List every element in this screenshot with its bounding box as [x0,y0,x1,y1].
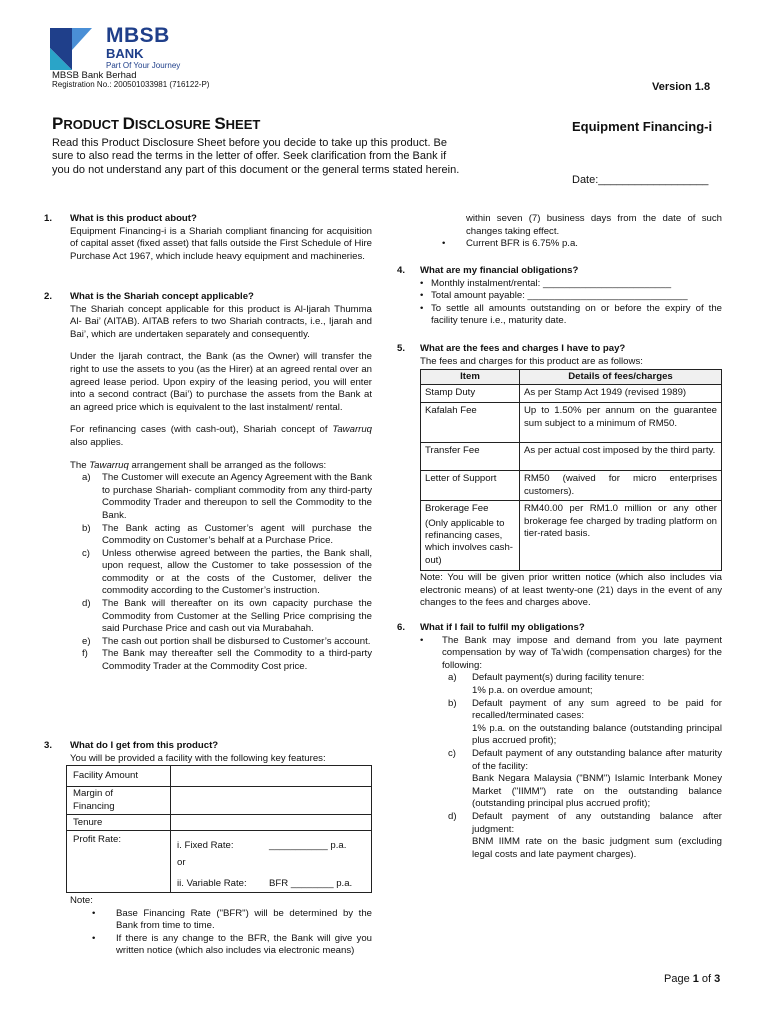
compensation-rate: 1% p.a. on overdue amount; [472,684,593,696]
tawarruq-step [82,523,372,548]
section-5 [420,343,722,368]
title-initial-s: S [214,114,226,133]
company-name: MBSB Bank Berhad [52,70,137,81]
compensation-rate: BNM IIMM rate on the basic judgment sum (excluding legal costs and late payment charges). [472,836,722,860]
section-4 [420,265,722,328]
tenure-label: Tenure [73,817,103,828]
variable-rate-label: ii. Variable Rate: [177,878,247,889]
facility-amount-label: Facility Amount [73,770,139,781]
tawarruq-step-text: The Bank may thereafter sell the Commodity to a third-party Commodity Trader at the Commodity Cost price. [102,648,372,673]
obligation-item [420,290,722,303]
compensation-item [448,672,722,697]
fees-table-header [421,370,722,385]
note-item-text: Base Financing Rate ("BFR") will be determined by the Bank from time to time. [116,907,372,932]
section-6-intro-item [420,635,722,673]
section-2-para-4-c: arrangement shall be arranged as the follows: [128,459,327,471]
title-part-3: HEET [225,117,261,132]
section-6-intro: The Bank may impose and demand from you late payment compensation by way of Ta’widh (compensation charges) for the following: [442,634,722,671]
section-6 [420,622,722,861]
compensation-rate: Bank Negara Malaysia ("BNM") Islamic Interbank Money Market ("IIMM") rate on the outstanding balance (outstanding principal plus accrued profit); [472,773,722,810]
tawarruq-step [82,648,372,673]
compensation-condition: Default payment of any outstanding balance after maturity of the facility: [472,747,722,772]
compensation-marker: a) [448,672,457,684]
bank-tagline: Part Of Your Journey [106,61,181,70]
tawarruq-step [82,548,372,598]
product-name: Equipment Financing-i [572,119,713,134]
bank-word: BANK [106,46,144,61]
section-2-para-4-a: The [70,459,90,471]
tawarruq-step-marker: b) [82,522,91,534]
section-3-question: What do I get from this product? [70,740,219,751]
obligation-text: Total amount payable: ______________________________ [431,290,688,302]
title-initial-p: P [52,114,64,133]
section-1-question: What is this product about? [70,213,197,224]
title-initial-d: D [122,114,135,133]
compensation-condition: Default payment of any outstanding balance after judgment: [472,810,722,835]
tawarruq-step-marker: c) [82,547,90,559]
tawarruq-step-text: The Bank will thereafter on its own capacity purchase the Commodity from Customer at the Selling Price comprising the said Purchase Price and cash out via Murabahah. [102,598,372,635]
fee-item-name: Brokerage Fee [425,503,489,515]
fees-table [420,369,722,571]
section-5-answer: The fees and charges for this product are as follows: [420,355,643,367]
rate-or-label: or [177,857,186,868]
fee-detail: RM50 (waived for micro enterprises customers). [520,471,722,501]
section-4-number: 4. [397,265,406,276]
page-current: 1 [692,973,699,985]
compensation-rate: 1% p.a. on the outstanding balance (outstanding principal plus accrued profit); [472,722,722,747]
section-2-number: 2. [44,291,53,302]
section-6-number: 6. [397,622,406,633]
fees-col-detail: Details of fees/charges [520,370,722,385]
current-bfr-text: Current BFR is 6.75% p.a. [466,238,578,250]
tawarruq-step-marker: d) [82,598,91,610]
table-row [421,403,722,443]
fee-detail: RM40.00 per RM1.0 million or any other brokerage fee charged by trading platform on tier-rated basis. [520,501,722,571]
compensation-marker: b) [448,697,457,709]
section-3-note-list [92,908,372,958]
fee-item-note: (Only applicable to refinancing cases, which involves cash-out) [425,517,513,566]
fees-col-item: Item [421,370,520,385]
section-3 [70,740,372,765]
obligations-list [420,278,722,328]
section-3-number: 3. [44,740,53,751]
title-part-2: ISCLOSURE [134,117,215,132]
fee-item [421,501,520,571]
margin-of-financing-label: Margin of Financing [73,788,115,812]
variable-rate-value[interactable]: BFR ________ p.a. [269,878,353,889]
section-2-para-3 [70,424,372,449]
bfr-notice-continued: within seven (7) business days from the date of such changes taking effect. [466,213,722,237]
page-total: 3 [714,973,721,985]
section-5-number: 5. [397,343,406,354]
compensation-marker: c) [448,747,456,759]
fee-detail: As per actual cost imposed by the third party. [520,443,722,471]
fixed-rate-label: i. Fixed Rate: [177,840,234,851]
bank-logo-mark [50,22,94,70]
page-title [52,114,260,134]
compensation-marker: d) [448,810,457,822]
section-4-question: What are my financial obligations? [420,265,579,276]
note-item-text: If there is any change to the BFR, the Bank will give you written notice (which also includes via electronic means) [116,932,372,957]
compensation-item [448,698,722,748]
section-5-question: What are the fees and charges I have to pay? [420,343,626,354]
tawarruq-steps [82,472,372,674]
title-part-1: RODUCT [63,117,123,132]
obligation-item [420,278,722,291]
page-number [664,973,720,985]
fee-item: Transfer Fee [421,443,520,471]
tawarruq-step-text: The Customer will execute an Agency Agreement with the Bank to purchase Shariah- compliant commodity from any third-party Commodity Trader and thereupon to sell the Commodity to the Bank. [102,472,372,521]
section-2-question: What is the Shariah concept applicable? [70,291,254,302]
tawarruq-step [82,472,372,522]
page-of: of [698,973,715,985]
section-2-para-3-c: also applies. [70,436,124,448]
section-2-para-4-b: Tawarruq [89,459,129,471]
fee-item: Kafalah Fee [421,403,520,443]
fee-detail: Up to 1.50% per annum on the guarantee sum subject to a minimum of RM50. [520,403,722,443]
obligation-text: Monthly instalment/rental: ________________________ [431,277,672,289]
section-2-para-3-a: For refinancing cases (with cash-out), Shariah concept of [70,424,333,436]
tawarruq-step-text: Unless otherwise agreed between the parties, the Bank shall, upon request, allow the Customer to take possession of the commodity or at the costs of the Customer, deliver the commodity according to the Customer’s instruction. [102,547,372,597]
compensation-item [448,748,722,811]
section-2-para-4 [70,460,372,473]
obligation-item [420,303,722,328]
tawarruq-step-text: The Bank acting as Customer’s agent will purchase the Commodity on Customer’s behalf at a Purchase Price. [102,522,372,547]
compensation-condition: Default payment of any sum agreed to be paid for recalled/terminated cases: [472,697,722,722]
compensation-item [448,811,722,861]
date-field[interactable]: Date:__________________ [572,174,709,186]
tawarruq-step-text: The cash out portion shall be disbursed to Customer’s account. [102,635,371,647]
section-3-note [70,895,372,958]
table-row [421,385,722,403]
note-item [92,908,372,933]
tawarruq-step-marker: f) [82,648,88,660]
obligation-text: To settle all amounts outstanding on or before the expiry of the facility tenure i.e., maturity date. [431,302,722,327]
tawarruq-step [82,636,372,649]
section-2-para-1: The Shariah concept applicable for this product is Al-Ijarah Thumma Al- Bai’ (AITAB). AITAB refers to two Shariah contracts, i.e., Ijarah and Bai’, which are undertaken separately and consequently. [70,303,372,340]
table-row [421,443,722,471]
section-6-list [420,635,722,673]
section-6-question: What if I fail to fulfil my obligations? [420,622,585,633]
facility-amount-value[interactable] [175,768,365,784]
section-2 [70,291,372,674]
section-1-answer: Equipment Financing-i is a Shariah compliant financing for acquisition of capital asset (fixed asset) that falls outside the First Schedule of Hire Purchase Act 1967, which include heavy equipment and machineries. [70,225,372,262]
fee-item: Stamp Duty [421,385,520,403]
section-1-number: 1. [44,213,53,224]
intro-paragraph: Read this Product Disclosure Sheet before you decide to take up this product. Be sure to also read the terms in the letter of offer. Seek clarification from the Bank if you do not understand any part of this document or the general terms stated herein. [52,137,460,176]
margin-of-financing-value[interactable] [175,789,365,811]
bank-logo [50,22,210,72]
compensation-list [448,672,722,861]
table-row [421,501,722,571]
profit-rate-label: Profit Rate: [73,834,121,845]
registration-number: Registration No.: 200501033981 (716122-P) [52,80,210,89]
fees-note: Note: You will be given prior written notice (which also includes via electronic means) of at least twenty-one (21) days in the event of any changes to the fees and charges above. [420,572,722,609]
section-2-para-2: Under the Ijarah contract, the Bank (as the Owner) will transfer the right to use the assets to you (as the Hirer) at an agreed rental over an agreed lease period. Upon expiry of the leasing period, you will enter into a second contract (Bai’) to purchase the assets from the Bank at an agreed price which is equivalent to the last instalment/ rental. [70,351,372,413]
bfr-list [442,238,722,251]
section-3-note-label: Note: [70,895,93,906]
note-item [92,933,372,958]
section-1 [70,213,372,263]
tenure-value[interactable] [175,816,365,828]
compensation-condition: Default payment(s) during facility tenure: [472,672,645,684]
current-bfr [442,238,722,251]
tawarruq-step-marker: a) [82,472,91,484]
section-3-answer: You will be provided a facility with the following key features: [70,752,326,764]
fee-item: Letter of Support [421,471,520,501]
tawarruq-step-marker: e) [82,635,91,647]
tawarruq-step [82,598,372,636]
section-2-para-3-b: Tawarruq [332,424,372,436]
key-features-table [66,765,372,893]
version-label: Version 1.8 [652,81,711,93]
fee-detail: As per Stamp Act 1949 (revised 1989) [520,385,722,403]
table-row [421,471,722,501]
page-prefix: Page [664,973,693,985]
fixed-rate-value[interactable]: ___________ p.a. [269,840,347,851]
section-3-continued [466,213,722,251]
bank-name: MBSB [106,24,170,47]
